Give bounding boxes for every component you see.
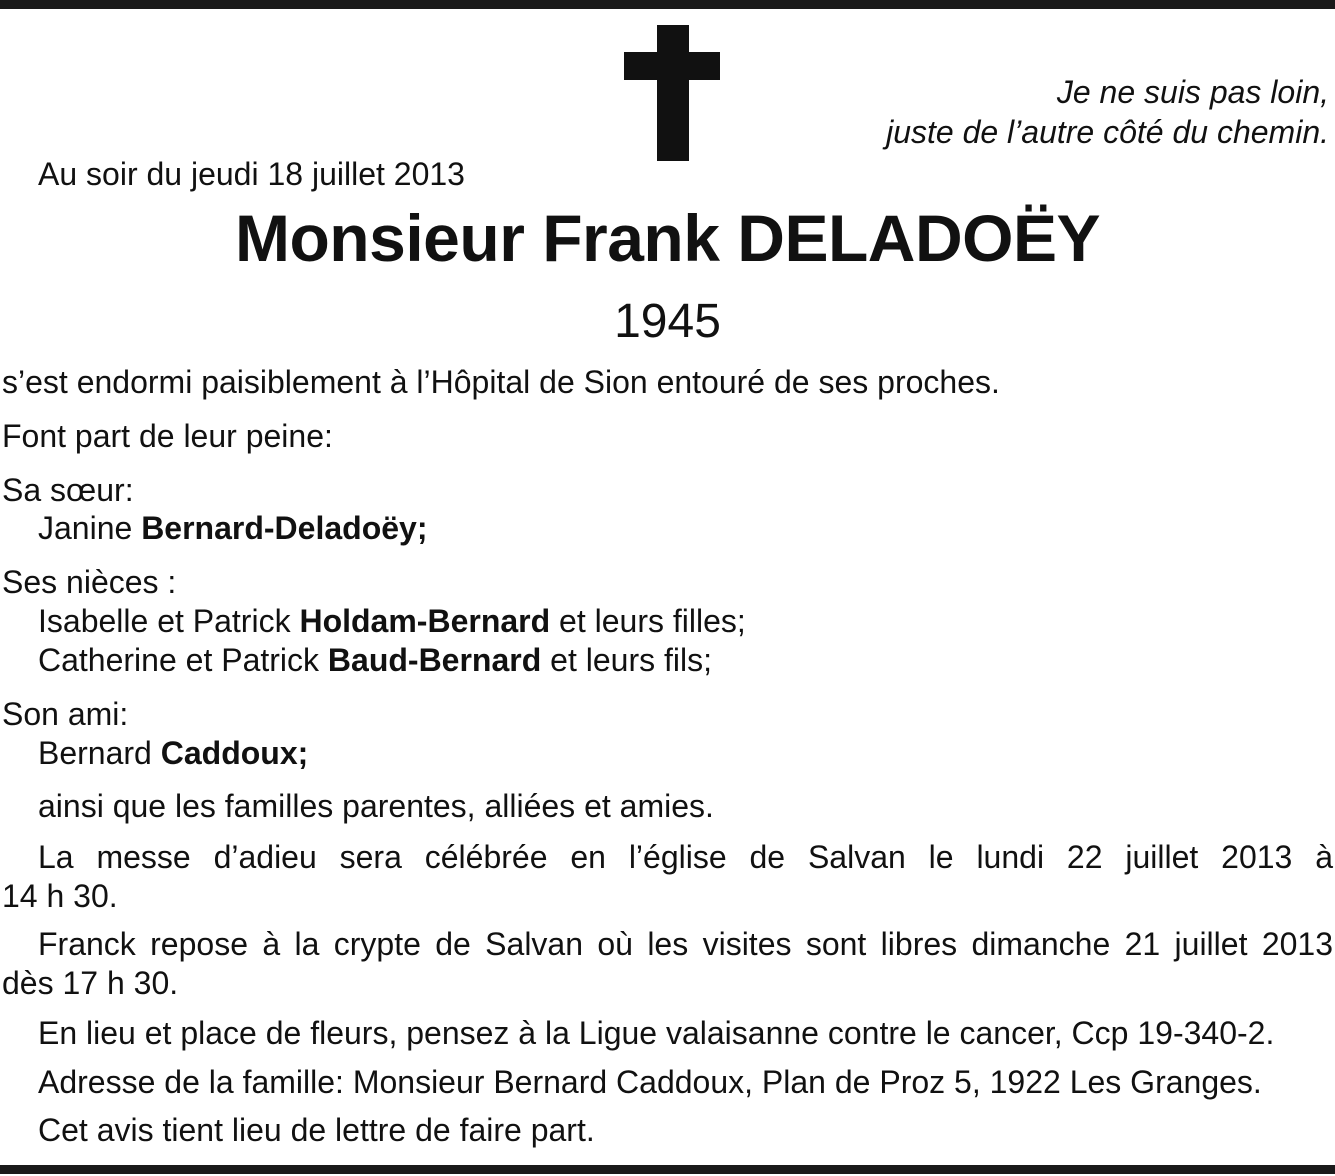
flowers-text: En lieu et place de fleurs, pensez à la Ligue valaisanne contre le cancer, Ccp 19-340-2.	[38, 1015, 1275, 1051]
address-text: Adresse de la famille: Monsieur Bernard Caddoux, Plan de Proz 5, 1922 Les Granges.	[38, 1064, 1262, 1100]
friend-last-name: Caddoux;	[160, 735, 309, 771]
niece-2-last-name: Baud-Bernard	[327, 642, 542, 678]
sister-entry	[38, 508, 427, 548]
announce-text: Font part de leur peine:	[2, 418, 333, 454]
niece-1-first-names: Isabelle et Patrick	[38, 603, 300, 639]
niece-1-rest: et leurs filles;	[550, 603, 746, 639]
sister-first-name: Janine	[38, 510, 142, 546]
quote-line-1: Je ne suis pas loin,	[1056, 74, 1329, 110]
friend-heading: Son ami:	[2, 696, 129, 732]
families-text: ainsi que les familles parentes, alliées et amies.	[38, 788, 714, 824]
visit-line-2: dès 17 h 30.	[2, 965, 179, 1001]
deceased-name: Monsieur Frank DELADOËY	[235, 201, 1100, 275]
top-border-rule	[0, 0, 1335, 9]
friend-first-name: Bernard	[38, 735, 161, 771]
niece-2-rest: et leurs fils;	[541, 642, 712, 678]
friend-entry	[38, 733, 308, 773]
visit-line-1: Franck repose à la crypte de Salvan où les visites sont libres dimanche 21 juillet 2013	[38, 926, 1333, 962]
mass-line-2: 14 h 30.	[2, 878, 118, 914]
closing-text: Cet avis tient lieu de lettre de faire part.	[38, 1112, 595, 1148]
quote-line-2: juste de l’autre côté du chemin.	[886, 114, 1329, 150]
epigraph-quote	[729, 72, 1329, 152]
niece-entry-2	[38, 640, 712, 680]
nieces-heading: Ses nièces :	[2, 564, 177, 600]
sister-last-name: Bernard-Deladoëy;	[141, 510, 428, 546]
sister-heading: Sa sœur:	[2, 472, 134, 508]
niece-1-last-name: Holdam-Bernard	[299, 603, 551, 639]
death-date: Au soir du jeudi 18 juillet 2013	[38, 156, 465, 192]
bottom-border-rule	[0, 1165, 1335, 1174]
birth-year: 1945	[614, 295, 721, 348]
niece-2-first-names: Catherine et Patrick	[38, 642, 328, 678]
intro-text: s’est endormi paisiblement à l’Hôpital de Sion entouré de ses proches.	[2, 364, 1000, 400]
mass-line-1: La messe d’adieu sera célébrée en l’église de Salvan le lundi 22 juillet 2013 à	[38, 839, 1333, 875]
niece-entry-1	[38, 601, 746, 641]
